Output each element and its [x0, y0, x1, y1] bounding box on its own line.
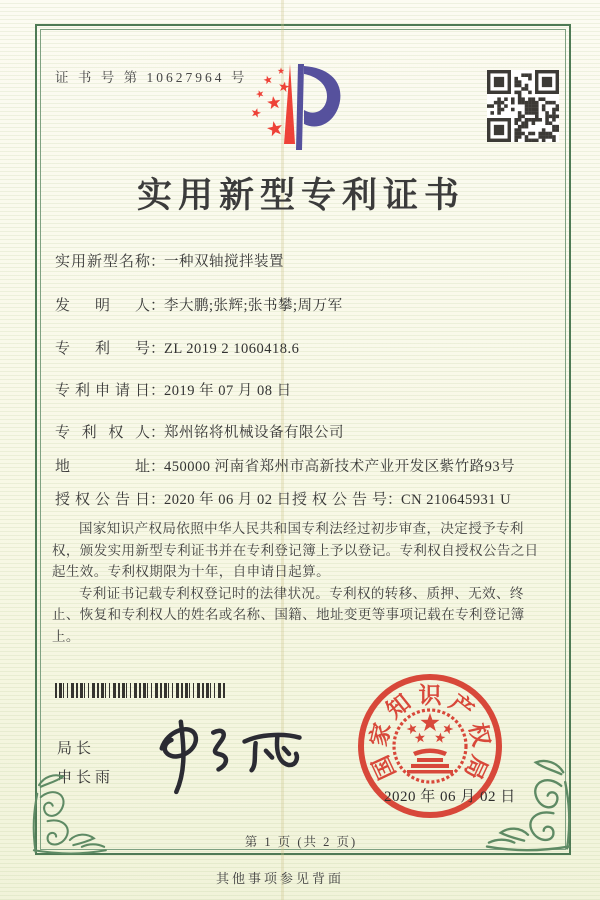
certificate-number: 证 书 号 第 10627964 号 — [55, 70, 248, 85]
field-label: 授权公告日 — [55, 492, 150, 508]
field-row-name: 实用新型名称：一种双轴搅拌装置 — [55, 250, 555, 271]
field-label: 专利申请日 — [55, 383, 150, 399]
field-label: 地址 — [55, 459, 150, 475]
commissioner-title: 局长 — [57, 741, 96, 757]
back-side-note: 其他事项参见背面 — [215, 871, 344, 886]
seal-char: 产 — [444, 689, 479, 724]
field-row-filing-date: 专利申请日：2019 年 07 月 08 日 — [55, 379, 555, 400]
field-label: 发明人 — [55, 298, 150, 314]
field-row-patent-number: 专利号：ZL 2019 2 1060418.6 — [55, 337, 555, 358]
seal-char: 局 — [459, 751, 492, 784]
seal-char: 知 — [381, 689, 416, 724]
national-emblem-icon — [394, 710, 466, 782]
seal-char: 家 — [366, 720, 396, 749]
legal-paragraph-1: 国家知识产权局依照中华人民共和国专利法经过初步审查，决定授予专利权，颁发实用新型专利证书并在专利登记簿上予以登记。专利权自授权公告之日起生效。专利权期限为十年，自申请日起算。 — [52, 521, 539, 579]
field-value: ZL 2019 2 1060418.6 — [164, 341, 300, 357]
barcode-icon — [55, 683, 227, 698]
field-row-address: 地址：450000 河南省郑州市高新技术产业开发区紫竹路93号 — [55, 455, 555, 476]
field-label: 专利权人 — [55, 425, 150, 441]
field-value: 2019 年 07 月 08 日 — [164, 383, 292, 399]
legal-paragraph-2: 专利证书记载专利权登记时的法律状况。专利权的转移、质押、无效、终止、恢复和专利权人的姓名或名称、国籍、地址变更等事项记载在专利登记簿上。 — [52, 585, 525, 644]
field-row-grant-number: 授权公告号：CN 210645931 U — [292, 488, 572, 509]
cnipa-logo-icon — [248, 60, 352, 160]
qr-code-icon — [487, 70, 559, 142]
seal-char: 识 — [418, 683, 442, 708]
field-row-grant-date: 授权公告日：2020 年 06 月 02 日 — [55, 488, 555, 509]
certificate-title: 实用新型专利证书 — [136, 176, 465, 215]
field-value: 2020 年 06 月 02 日 — [164, 492, 292, 508]
field-label: 专利号 — [55, 341, 150, 357]
seal-char: 国 — [368, 751, 401, 784]
field-row-inventors: 发明人：李大鹏;张辉;张书攀;周万军 — [55, 294, 555, 315]
legal-text — [52, 518, 550, 647]
field-row-patentee: 专利权人：郑州铭将机械设备有限公司 — [55, 421, 555, 442]
field-label: 实用新型名称 — [55, 254, 150, 270]
field-value: 一种双轴搅拌装置 — [164, 254, 284, 270]
commissioner-name: 申长雨 — [57, 770, 115, 786]
field-value: 郑州铭将机械设备有限公司 — [164, 425, 344, 441]
field-value: 450000 河南省郑州市高新技术产业开发区紫竹路93号 — [164, 459, 516, 475]
handwritten-signature-icon — [147, 709, 315, 800]
seal-char: 权 — [464, 720, 494, 749]
page-number: 第 1 页 (共 2 页) — [244, 835, 358, 849]
field-label: 授权公告号 — [292, 492, 387, 508]
field-value: 李大鹏;张辉;张书攀;周万军 — [164, 298, 343, 314]
seal-date: 2020 年 06 月 02 日 — [384, 789, 516, 805]
field-value: CN 210645931 U — [401, 492, 512, 508]
